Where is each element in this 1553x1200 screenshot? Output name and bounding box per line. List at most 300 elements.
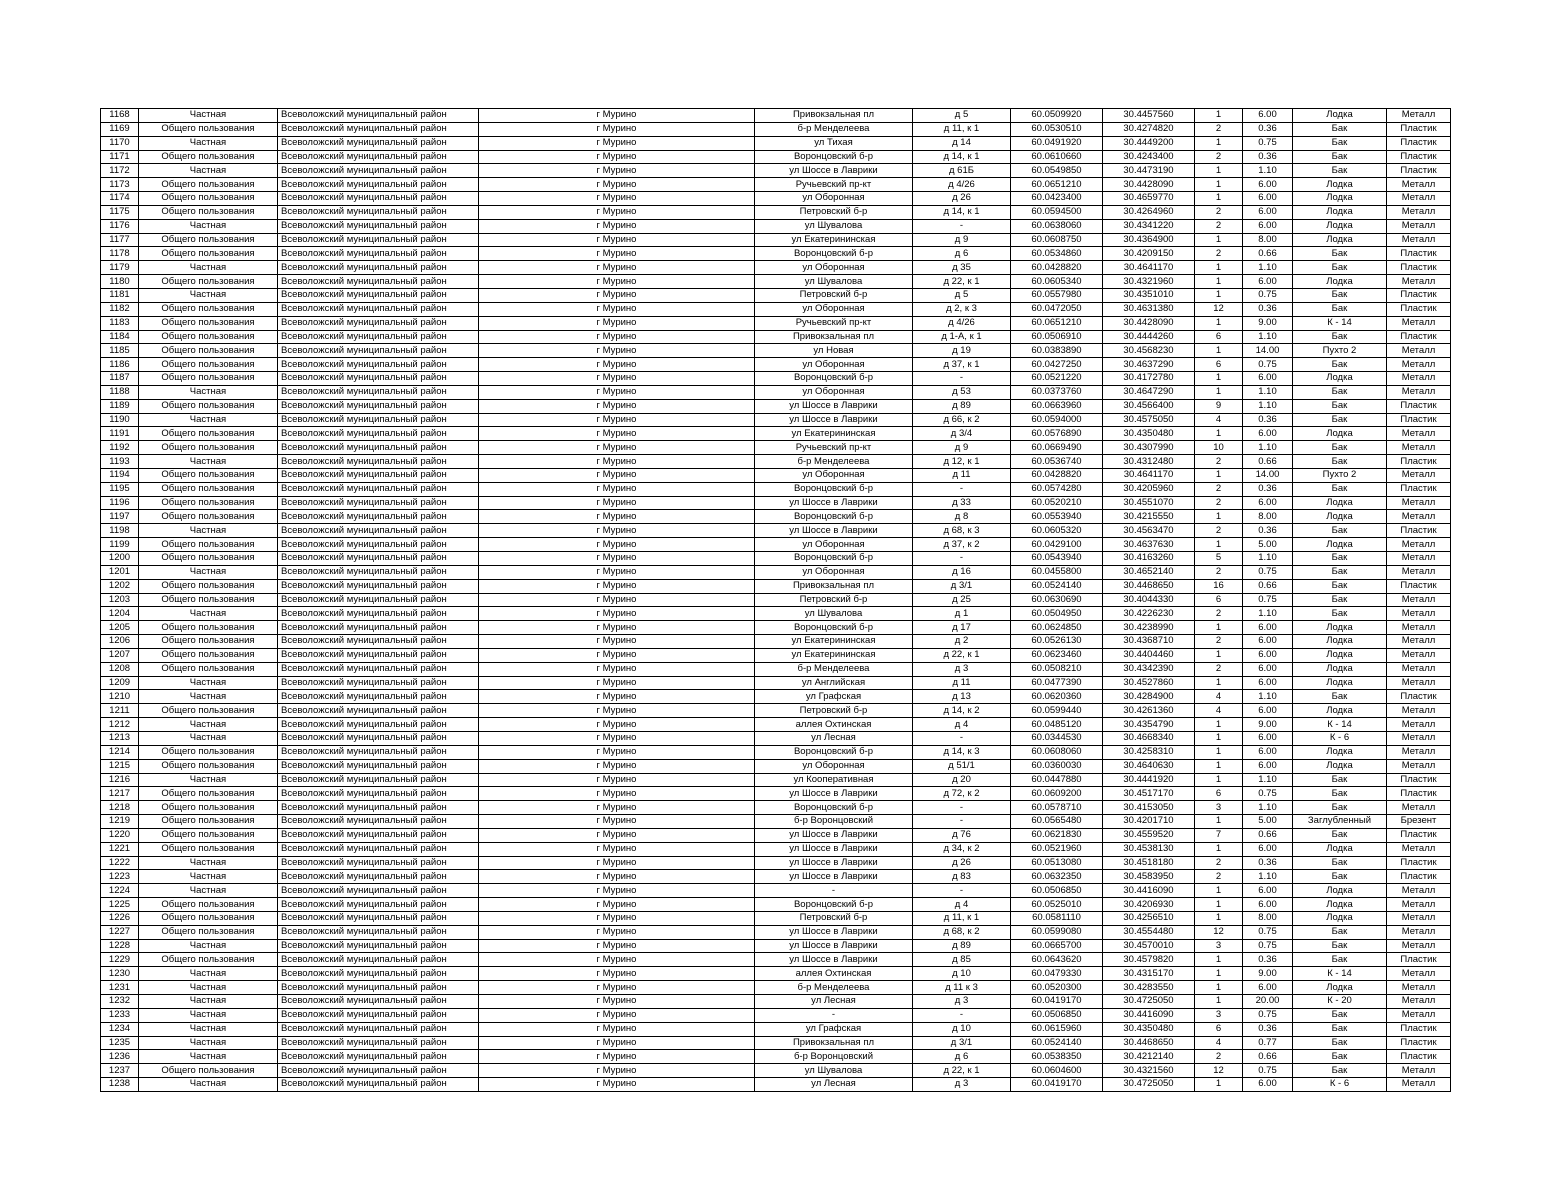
cell-district: Всеволожский муниципальный район xyxy=(278,441,479,455)
cell-lat: 60.0553940 xyxy=(1011,510,1103,524)
cell-id: 1204 xyxy=(101,607,139,621)
cell-city: г Мурино xyxy=(479,385,755,399)
table-row xyxy=(101,787,1451,801)
cell-volume: 0.36 xyxy=(1243,302,1293,316)
cell-volume: 6.00 xyxy=(1243,842,1293,856)
cell-id: 1208 xyxy=(101,662,139,676)
cell-material: Пластик xyxy=(1387,482,1451,496)
cell-lat: 60.0543940 xyxy=(1011,552,1103,566)
cell-material: Пластик xyxy=(1387,136,1451,150)
cell-city: г Мурино xyxy=(479,1036,755,1050)
cell-district: Всеволожский муниципальный район xyxy=(278,565,479,579)
cell-district: Всеволожский муниципальный район xyxy=(278,538,479,552)
cell-lon: 30.4554480 xyxy=(1103,925,1195,939)
cell-container: К - 6 xyxy=(1293,1078,1387,1092)
table-row xyxy=(101,967,1451,981)
cell-lat: 60.0623460 xyxy=(1011,648,1103,662)
cell-id: 1212 xyxy=(101,718,139,732)
cell-lon: 30.4307990 xyxy=(1103,441,1195,455)
cell-id: 1229 xyxy=(101,953,139,967)
cell-house: д 20 xyxy=(913,773,1011,787)
cell-lat: 60.0360030 xyxy=(1011,759,1103,773)
cell-street: ул Оборонная xyxy=(755,192,913,206)
cell-material: Металл xyxy=(1387,372,1451,386)
cell-container: Бак xyxy=(1293,552,1387,566)
table-row xyxy=(101,247,1451,261)
table-row xyxy=(101,288,1451,302)
cell-street: Воронцовский б-р xyxy=(755,745,913,759)
cell-house: д 3 xyxy=(913,995,1011,1009)
cell-district: Всеволожский муниципальный район xyxy=(278,884,479,898)
cell-type: Общего пользования xyxy=(139,538,278,552)
cell-city: г Мурино xyxy=(479,995,755,1009)
cell-house: д 17 xyxy=(913,621,1011,635)
cell-container: К - 14 xyxy=(1293,718,1387,732)
cell-type: Общего пользования xyxy=(139,579,278,593)
cell-street: ул Шоссе в Лаврики xyxy=(755,787,913,801)
cell-lat: 60.0485120 xyxy=(1011,718,1103,732)
table-row xyxy=(101,344,1451,358)
table-row xyxy=(101,607,1451,621)
cell-street: Ручьевский пр-кт xyxy=(755,178,913,192)
cell-material: Металл xyxy=(1387,662,1451,676)
table-row xyxy=(101,316,1451,330)
cell-count: 2 xyxy=(1195,856,1243,870)
cell-lat: 60.0610660 xyxy=(1011,150,1103,164)
cell-count: 1 xyxy=(1195,884,1243,898)
cell-material: Металл xyxy=(1387,898,1451,912)
cell-district: Всеволожский муниципальный район xyxy=(278,399,479,413)
cell-lon: 30.4570010 xyxy=(1103,939,1195,953)
cell-district: Всеволожский муниципальный район xyxy=(278,939,479,953)
cell-house: д 6 xyxy=(913,1050,1011,1064)
cell-material: Металл xyxy=(1387,884,1451,898)
cell-city: г Мурино xyxy=(479,648,755,662)
cell-lon: 30.4044330 xyxy=(1103,593,1195,607)
cell-house: д 68, к 3 xyxy=(913,524,1011,538)
table-row xyxy=(101,385,1451,399)
cell-lat: 60.0565480 xyxy=(1011,815,1103,829)
table-row xyxy=(101,358,1451,372)
cell-material: Пластик xyxy=(1387,1022,1451,1036)
cell-volume: 1.10 xyxy=(1243,690,1293,704)
cell-id: 1217 xyxy=(101,787,139,801)
cell-lat: 60.0428820 xyxy=(1011,261,1103,275)
cell-city: г Мурино xyxy=(479,607,755,621)
cell-city: г Мурино xyxy=(479,247,755,261)
data-table xyxy=(100,108,1451,1092)
cell-type: Частная xyxy=(139,981,278,995)
cell-street: ул Шоссе в Лаврики xyxy=(755,842,913,856)
cell-street: Воронцовский б-р xyxy=(755,801,913,815)
cell-volume: 0.75 xyxy=(1243,565,1293,579)
cell-district: Всеволожский муниципальный район xyxy=(278,192,479,206)
cell-material: Пластик xyxy=(1387,247,1451,261)
table-row xyxy=(101,773,1451,787)
cell-district: Всеволожский муниципальный район xyxy=(278,136,479,150)
cell-container: Бак xyxy=(1293,787,1387,801)
table-row xyxy=(101,413,1451,427)
cell-district: Всеволожский муниципальный район xyxy=(278,205,479,219)
table-row xyxy=(101,482,1451,496)
cell-district: Всеволожский муниципальный район xyxy=(278,745,479,759)
cell-district: Всеволожский муниципальный район xyxy=(278,607,479,621)
cell-house: д 35 xyxy=(913,261,1011,275)
cell-id: 1207 xyxy=(101,648,139,662)
cell-street: ул Оборонная xyxy=(755,358,913,372)
cell-city: г Мурино xyxy=(479,1008,755,1022)
cell-count: 4 xyxy=(1195,413,1243,427)
cell-district: Всеволожский муниципальный район xyxy=(278,621,479,635)
cell-city: г Мурино xyxy=(479,344,755,358)
cell-id: 1181 xyxy=(101,288,139,302)
cell-street: ул Шувалова xyxy=(755,219,913,233)
cell-volume: 8.00 xyxy=(1243,510,1293,524)
cell-id: 1213 xyxy=(101,731,139,745)
cell-material: Металл xyxy=(1387,358,1451,372)
cell-city: г Мурино xyxy=(479,330,755,344)
cell-lat: 60.0344530 xyxy=(1011,731,1103,745)
cell-container: Бак xyxy=(1293,261,1387,275)
cell-container: Бак xyxy=(1293,302,1387,316)
cell-id: 1227 xyxy=(101,925,139,939)
cell-lat: 60.0472050 xyxy=(1011,302,1103,316)
cell-type: Общего пользования xyxy=(139,399,278,413)
cell-type: Частная xyxy=(139,1050,278,1064)
cell-district: Всеволожский муниципальный район xyxy=(278,925,479,939)
cell-city: г Мурино xyxy=(479,593,755,607)
cell-type: Частная xyxy=(139,413,278,427)
cell-id: 1194 xyxy=(101,468,139,482)
cell-district: Всеволожский муниципальный район xyxy=(278,579,479,593)
cell-container: Бак xyxy=(1293,358,1387,372)
cell-volume: 6.00 xyxy=(1243,178,1293,192)
cell-id: 1196 xyxy=(101,496,139,510)
cell-container: Бак xyxy=(1293,607,1387,621)
cell-house: д 72, к 2 xyxy=(913,787,1011,801)
cell-id: 1234 xyxy=(101,1022,139,1036)
cell-container: Бак xyxy=(1293,1050,1387,1064)
cell-lon: 30.4153050 xyxy=(1103,801,1195,815)
cell-lat: 60.0581110 xyxy=(1011,911,1103,925)
cell-district: Всеволожский муниципальный район xyxy=(278,856,479,870)
cell-lat: 60.0428820 xyxy=(1011,468,1103,482)
cell-city: г Мурино xyxy=(479,967,755,981)
cell-street: Воронцовский б-р xyxy=(755,372,913,386)
cell-house: д 11, к 1 xyxy=(913,122,1011,136)
cell-street: ул Шувалова xyxy=(755,275,913,289)
cell-type: Общего пользования xyxy=(139,233,278,247)
cell-lat: 60.0576890 xyxy=(1011,427,1103,441)
cell-id: 1169 xyxy=(101,122,139,136)
cell-type: Общего пользования xyxy=(139,192,278,206)
cell-house: д 25 xyxy=(913,593,1011,607)
cell-city: г Мурино xyxy=(479,635,755,649)
cell-count: 2 xyxy=(1195,455,1243,469)
cell-container: К - 20 xyxy=(1293,995,1387,1009)
cell-material: Металл xyxy=(1387,178,1451,192)
cell-lon: 30.4351010 xyxy=(1103,288,1195,302)
cell-district: Всеволожский муниципальный район xyxy=(278,524,479,538)
cell-street: ул Оборонная xyxy=(755,565,913,579)
cell-container: Бак xyxy=(1293,164,1387,178)
cell-volume: 0.36 xyxy=(1243,150,1293,164)
cell-district: Всеволожский муниципальный район xyxy=(278,648,479,662)
cell-count: 1 xyxy=(1195,164,1243,178)
cell-count: 1 xyxy=(1195,995,1243,1009)
cell-street: Привокзальная пл xyxy=(755,579,913,593)
cell-count: 1 xyxy=(1195,745,1243,759)
cell-count: 2 xyxy=(1195,662,1243,676)
cell-lon: 30.4641170 xyxy=(1103,261,1195,275)
cell-material: Металл xyxy=(1387,538,1451,552)
cell-house: д 9 xyxy=(913,441,1011,455)
cell-city: г Мурино xyxy=(479,842,755,856)
cell-container: Бак xyxy=(1293,593,1387,607)
cell-count: 1 xyxy=(1195,759,1243,773)
cell-type: Общего пользования xyxy=(139,178,278,192)
cell-district: Всеволожский муниципальный район xyxy=(278,122,479,136)
cell-volume: 6.00 xyxy=(1243,621,1293,635)
cell-count: 12 xyxy=(1195,302,1243,316)
cell-material: Пластик xyxy=(1387,164,1451,178)
cell-container: Лодка xyxy=(1293,662,1387,676)
cell-count: 1 xyxy=(1195,316,1243,330)
cell-lat: 60.0643620 xyxy=(1011,953,1103,967)
cell-id: 1198 xyxy=(101,524,139,538)
cell-street: Петровский б-р xyxy=(755,911,913,925)
cell-material: Металл xyxy=(1387,344,1451,358)
cell-street: б-р Менделеева xyxy=(755,662,913,676)
cell-city: г Мурино xyxy=(479,178,755,192)
cell-count: 2 xyxy=(1195,524,1243,538)
cell-count: 2 xyxy=(1195,870,1243,884)
cell-house: д 14, к 2 xyxy=(913,704,1011,718)
cell-lon: 30.4473190 xyxy=(1103,164,1195,178)
cell-id: 1223 xyxy=(101,870,139,884)
cell-volume: 0.75 xyxy=(1243,925,1293,939)
cell-lon: 30.4725050 xyxy=(1103,995,1195,1009)
cell-lon: 30.4404460 xyxy=(1103,648,1195,662)
cell-type: Общего пользования xyxy=(139,828,278,842)
cell-type: Общего пользования xyxy=(139,842,278,856)
cell-type: Частная xyxy=(139,856,278,870)
cell-street: Петровский б-р xyxy=(755,704,913,718)
table-body xyxy=(101,109,1451,1092)
cell-count: 3 xyxy=(1195,939,1243,953)
cell-volume: 1.10 xyxy=(1243,801,1293,815)
cell-lon: 30.4583950 xyxy=(1103,870,1195,884)
cell-container: Лодка xyxy=(1293,635,1387,649)
cell-district: Всеволожский муниципальный район xyxy=(278,496,479,510)
cell-container: Лодка xyxy=(1293,510,1387,524)
cell-volume: 6.00 xyxy=(1243,759,1293,773)
cell-container: Бак xyxy=(1293,801,1387,815)
cell-id: 1232 xyxy=(101,995,139,1009)
cell-lat: 60.0427250 xyxy=(1011,358,1103,372)
cell-district: Всеволожский муниципальный район xyxy=(278,372,479,386)
cell-id: 1222 xyxy=(101,856,139,870)
cell-id: 1177 xyxy=(101,233,139,247)
cell-city: г Мурино xyxy=(479,1064,755,1078)
cell-street: Воронцовский б-р xyxy=(755,482,913,496)
cell-city: г Мурино xyxy=(479,704,755,718)
cell-street: Воронцовский б-р xyxy=(755,510,913,524)
cell-house: д 14, к 1 xyxy=(913,150,1011,164)
table-row xyxy=(101,1050,1451,1064)
cell-id: 1182 xyxy=(101,302,139,316)
cell-volume: 0.75 xyxy=(1243,787,1293,801)
table-row xyxy=(101,648,1451,662)
cell-volume: 5.00 xyxy=(1243,815,1293,829)
cell-count: 16 xyxy=(1195,579,1243,593)
cell-district: Всеволожский муниципальный район xyxy=(278,967,479,981)
table-row xyxy=(101,1008,1451,1022)
cell-house: д 85 xyxy=(913,953,1011,967)
cell-city: г Мурино xyxy=(479,565,755,579)
cell-lat: 60.0506910 xyxy=(1011,330,1103,344)
cell-container: Бак xyxy=(1293,482,1387,496)
cell-lon: 30.4238990 xyxy=(1103,621,1195,635)
cell-type: Общего пользования xyxy=(139,621,278,635)
cell-lon: 30.4468650 xyxy=(1103,1036,1195,1050)
cell-id: 1199 xyxy=(101,538,139,552)
cell-house: д 6 xyxy=(913,247,1011,261)
cell-count: 1 xyxy=(1195,109,1243,123)
table-row xyxy=(101,372,1451,386)
cell-lat: 60.0521960 xyxy=(1011,842,1103,856)
cell-house: д 10 xyxy=(913,1022,1011,1036)
cell-type: Общего пользования xyxy=(139,150,278,164)
cell-type: Общего пользования xyxy=(139,427,278,441)
cell-street: Воронцовский б-р xyxy=(755,898,913,912)
cell-lat: 60.0605320 xyxy=(1011,524,1103,538)
cell-lat: 60.0508210 xyxy=(1011,662,1103,676)
cell-type: Общего пользования xyxy=(139,372,278,386)
cell-id: 1185 xyxy=(101,344,139,358)
cell-count: 6 xyxy=(1195,330,1243,344)
cell-id: 1226 xyxy=(101,911,139,925)
cell-house: д 76 xyxy=(913,828,1011,842)
cell-city: г Мурино xyxy=(479,828,755,842)
cell-count: 1 xyxy=(1195,178,1243,192)
cell-count: 1 xyxy=(1195,233,1243,247)
cell-city: г Мурино xyxy=(479,925,755,939)
cell-house: д 14, к 3 xyxy=(913,745,1011,759)
cell-volume: 1.10 xyxy=(1243,441,1293,455)
cell-type: Общего пользования xyxy=(139,925,278,939)
cell-district: Всеволожский муниципальный район xyxy=(278,911,479,925)
cell-house: д 9 xyxy=(913,233,1011,247)
cell-container: Лодка xyxy=(1293,759,1387,773)
cell-material: Металл xyxy=(1387,205,1451,219)
cell-container: Лодка xyxy=(1293,898,1387,912)
cell-lon: 30.4457560 xyxy=(1103,109,1195,123)
cell-city: г Мурино xyxy=(479,399,755,413)
cell-material: Металл xyxy=(1387,233,1451,247)
cell-type: Общего пользования xyxy=(139,247,278,261)
cell-house: д 13 xyxy=(913,690,1011,704)
cell-house: д 19 xyxy=(913,344,1011,358)
cell-city: г Мурино xyxy=(479,911,755,925)
cell-type: Общего пользования xyxy=(139,815,278,829)
cell-street: ул Оборонная xyxy=(755,538,913,552)
table-row xyxy=(101,192,1451,206)
cell-lat: 60.0509920 xyxy=(1011,109,1103,123)
cell-container: Бак xyxy=(1293,150,1387,164)
cell-house: д 37, к 2 xyxy=(913,538,1011,552)
cell-container: Лодка xyxy=(1293,219,1387,233)
cell-street: Ручьевский пр-кт xyxy=(755,316,913,330)
cell-house: д 2 xyxy=(913,635,1011,649)
cell-type: Частная xyxy=(139,164,278,178)
cell-volume: 1.10 xyxy=(1243,385,1293,399)
cell-volume: 6.00 xyxy=(1243,676,1293,690)
cell-container: Бак xyxy=(1293,1022,1387,1036)
cell-count: 1 xyxy=(1195,192,1243,206)
cell-street: б-р Воронцовский xyxy=(755,1050,913,1064)
cell-city: г Мурино xyxy=(479,773,755,787)
cell-district: Всеволожский муниципальный район xyxy=(278,247,479,261)
cell-material: Пластик xyxy=(1387,828,1451,842)
cell-container: Бак xyxy=(1293,288,1387,302)
cell-volume: 0.75 xyxy=(1243,939,1293,953)
cell-count: 1 xyxy=(1195,731,1243,745)
table-row xyxy=(101,399,1451,413)
cell-house: д 4/26 xyxy=(913,178,1011,192)
cell-city: г Мурино xyxy=(479,302,755,316)
cell-volume: 0.75 xyxy=(1243,1064,1293,1078)
cell-type: Общего пользования xyxy=(139,510,278,524)
cell-lat: 60.0605340 xyxy=(1011,275,1103,289)
table-row xyxy=(101,1078,1451,1092)
cell-volume: 20.00 xyxy=(1243,995,1293,1009)
cell-material: Металл xyxy=(1387,801,1451,815)
table-row xyxy=(101,898,1451,912)
cell-district: Всеволожский муниципальный район xyxy=(278,815,479,829)
cell-district: Всеволожский муниципальный район xyxy=(278,953,479,967)
cell-volume: 6.00 xyxy=(1243,648,1293,662)
cell-city: г Мурино xyxy=(479,233,755,247)
cell-container: Бак xyxy=(1293,579,1387,593)
cell-lon: 30.4527860 xyxy=(1103,676,1195,690)
cell-type: Общего пользования xyxy=(139,205,278,219)
cell-street: ул Шоссе в Лаврики xyxy=(755,413,913,427)
cell-container: Лодка xyxy=(1293,981,1387,995)
table-row xyxy=(101,579,1451,593)
cell-street: ул Лесная xyxy=(755,995,913,1009)
table-row xyxy=(101,635,1451,649)
cell-count: 4 xyxy=(1195,704,1243,718)
cell-lon: 30.4205960 xyxy=(1103,482,1195,496)
cell-lon: 30.4226230 xyxy=(1103,607,1195,621)
cell-count: 1 xyxy=(1195,136,1243,150)
cell-lat: 60.0506850 xyxy=(1011,884,1103,898)
cell-count: 2 xyxy=(1195,150,1243,164)
cell-house: д 4/26 xyxy=(913,316,1011,330)
cell-city: г Мурино xyxy=(479,953,755,967)
cell-district: Всеволожский муниципальный район xyxy=(278,870,479,884)
cell-district: Всеволожский муниципальный район xyxy=(278,510,479,524)
cell-street: б-р Менделеева xyxy=(755,981,913,995)
cell-count: 1 xyxy=(1195,815,1243,829)
cell-lat: 60.0663960 xyxy=(1011,399,1103,413)
cell-id: 1209 xyxy=(101,676,139,690)
cell-type: Частная xyxy=(139,1036,278,1050)
cell-material: Металл xyxy=(1387,510,1451,524)
cell-material: Металл xyxy=(1387,995,1451,1009)
cell-city: г Мурино xyxy=(479,801,755,815)
